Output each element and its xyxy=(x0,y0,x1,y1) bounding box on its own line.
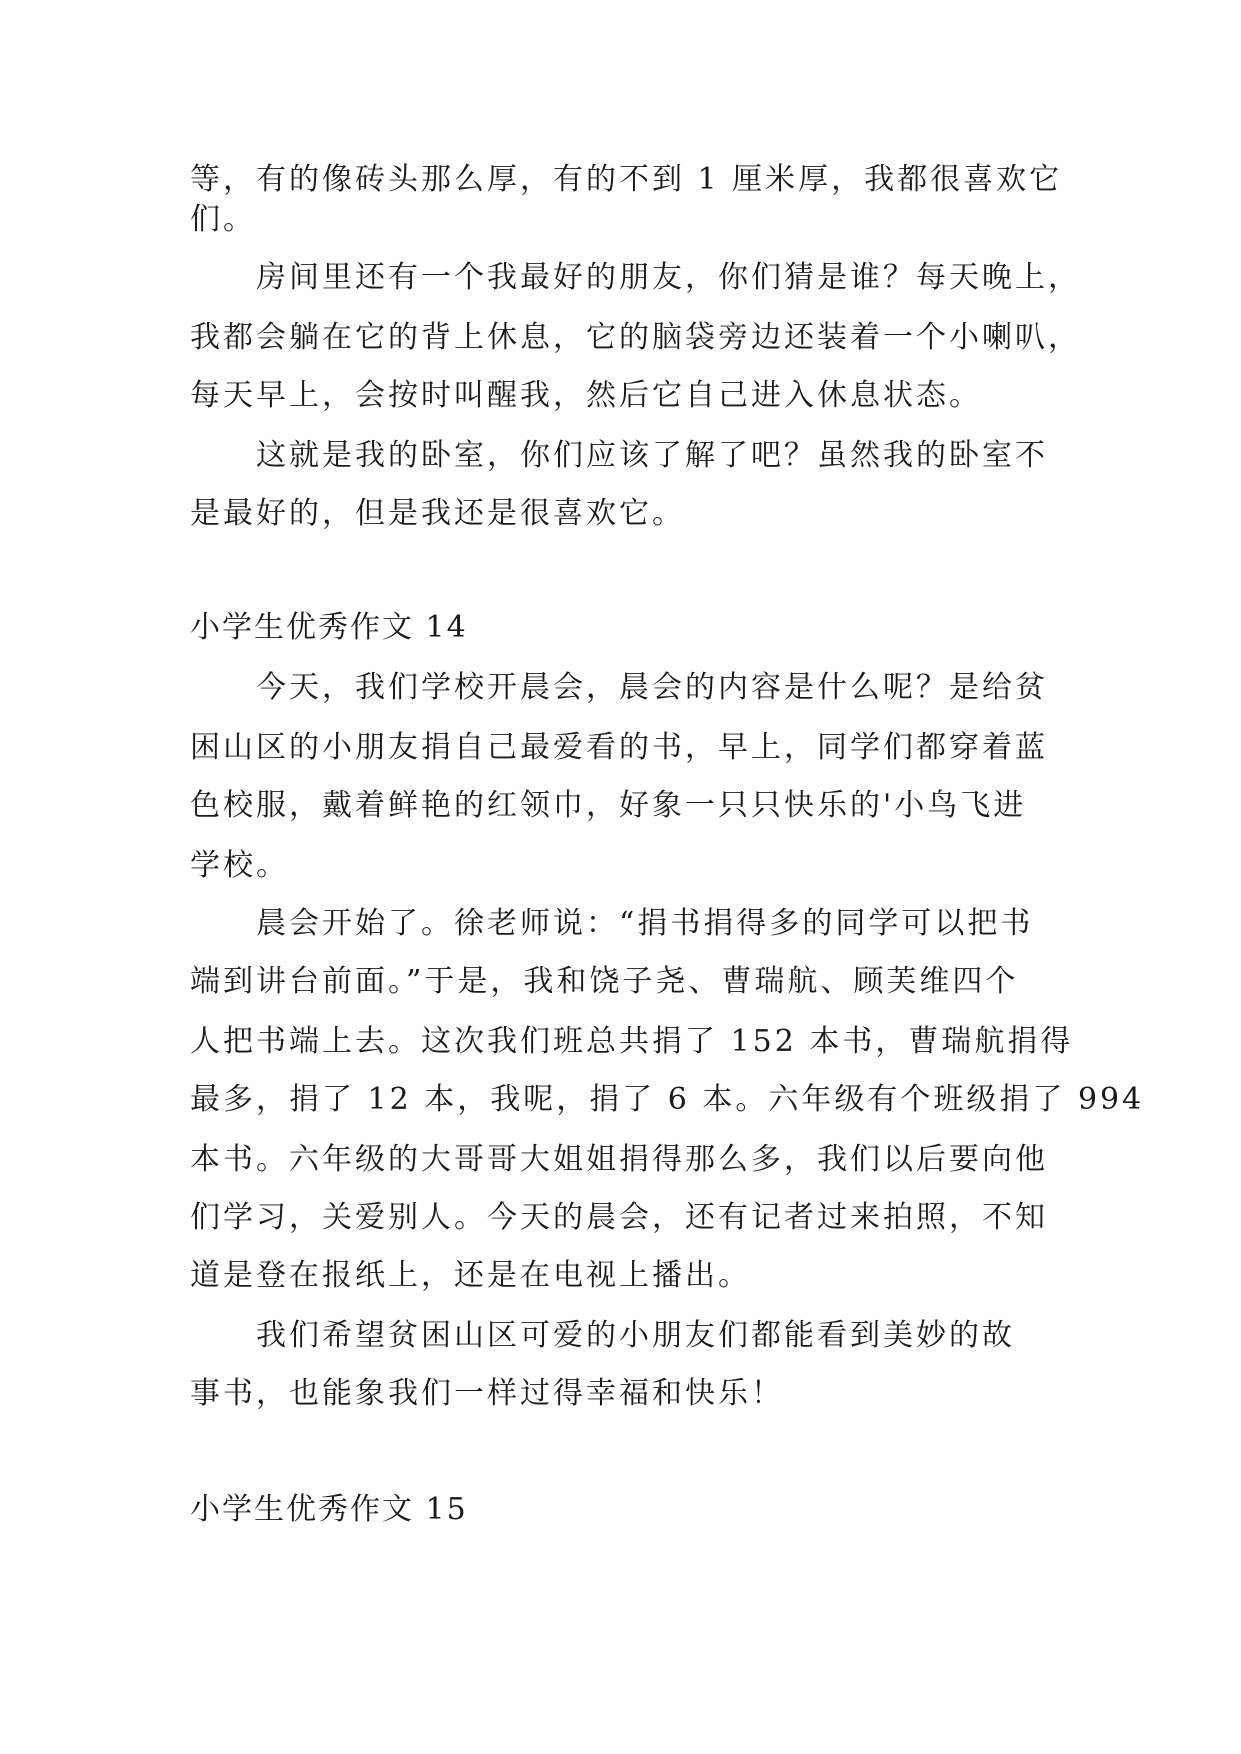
section-heading: 小学生优秀作文 14 xyxy=(190,610,468,645)
text-line: 困山区的小朋友捐自己最爱看的书，早上，同学们都穿着蓝 xyxy=(190,730,1048,765)
text-line: 晨会开始了。徐老师说：“捐书捐得多的同学可以把书 xyxy=(256,906,1034,941)
text-line: 事书，也能象我们一样过得幸福和快乐！ xyxy=(190,1376,784,1411)
text-line: 房间里还有一个我最好的朋友，你们猜是谁？每天晚上， xyxy=(256,260,1081,295)
text-line: 学校。 xyxy=(190,848,289,883)
text-line: 们。 xyxy=(190,202,256,237)
text-line: 等，有的像砖头那么厚，有的不到 1 厘米厚，我都很喜欢它 xyxy=(190,162,1063,197)
text-line: 是最好的，但是我还是很喜欢它。 xyxy=(190,496,685,531)
text-line: 我们希望贫困山区可爱的小朋友们都能看到美妙的故 xyxy=(256,1318,1015,1353)
text-line: 人把书端上去。这次我们班总共捐了 152 本书，曹瑞航捐得 xyxy=(190,1024,1074,1059)
section-heading: 小学生优秀作文 15 xyxy=(190,1492,468,1527)
text-line: 最多，捐了 12 本，我呢，捐了 6 本。六年级有个班级捐了 994 xyxy=(190,1082,1145,1117)
text-line: 这就是我的卧室，你们应该了解了吧？虽然我的卧室不 xyxy=(256,438,1048,473)
text-line: 们学习，关爱别人。今天的晨会，还有记者过来拍照，不知 xyxy=(190,1200,1048,1235)
text-line: 每天早上，会按时叫醒我，然后它自己进入休息状态。 xyxy=(190,378,982,413)
text-line: 色校服，戴着鲜艳的红领巾，好象一只只快乐的'小鸟飞进 xyxy=(190,788,1027,823)
text-line: 我都会躺在它的背上休息，它的脑袋旁边还装着一个小喇叭， xyxy=(190,320,1081,355)
text-line: 本书。六年级的大哥哥大姐姐捐得那么多，我们以后要向他 xyxy=(190,1142,1048,1177)
text-line: 今天，我们学校开晨会，晨会的内容是什么呢？是给贫 xyxy=(256,670,1048,705)
text-line: 端到讲台前面。”于是，我和饶子尧、曹瑞航、顾芙维四个 xyxy=(190,964,1019,999)
text-line: 道是登在报纸上，还是在电视上播出。 xyxy=(190,1258,751,1293)
